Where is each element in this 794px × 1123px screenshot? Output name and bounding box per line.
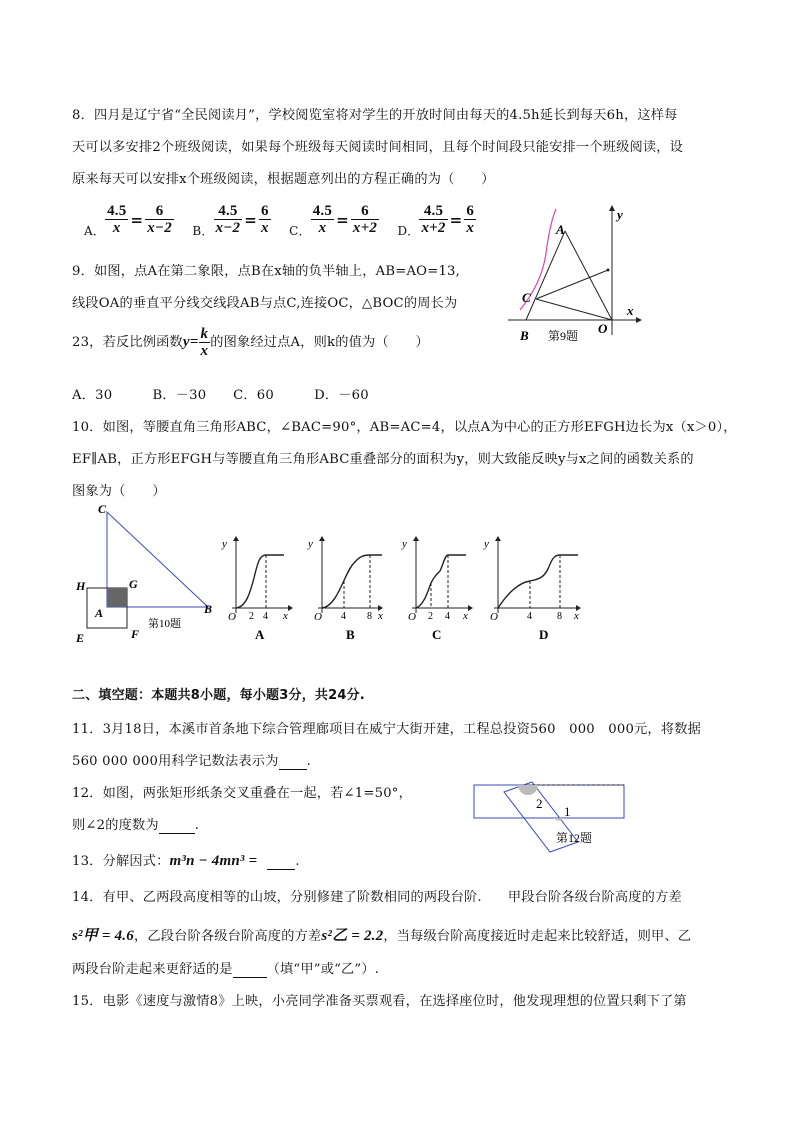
q10-graph-a-label: A (255, 627, 265, 642)
q8-option-b: B． $\frac{4.5}{x-2}$ = $\frac{6}{x}$ (192, 203, 269, 238)
q9-label-y: y (617, 207, 623, 222)
q9-label-b: B (520, 328, 529, 343)
q10-graph-c (401, 536, 473, 642)
svg-text:O: O (408, 611, 416, 623)
svg-text:4: 4 (263, 611, 268, 622)
q9-line-2: 线段OA的垂直平分线交线段AB与点C,连接OC，△BOC的周长为 (72, 296, 458, 311)
svg-text:8: 8 (557, 611, 562, 622)
svg-text:4: 4 (527, 611, 532, 622)
q12-line-2: 则∠2的度数为 . (72, 818, 200, 833)
q10-label-c: C (98, 502, 107, 516)
q9-perp-bisector (536, 270, 608, 299)
q10-graph-d (483, 536, 581, 642)
q10-graph-c-label: C (432, 627, 442, 642)
q9-figure (508, 203, 650, 345)
svg-text:2: 2 (249, 611, 254, 622)
svg-text:O: O (490, 611, 498, 623)
q8-option-d: D． $\frac{4.5}{x+2}$ = $\frac{6}{x}$ (397, 203, 475, 238)
q12-line-1: 12．如图，两张矩形纸条交叉重叠在一起，若∠1=50°， (72, 786, 412, 801)
q10-graph-a-curve (236, 555, 284, 608)
q10-figure (70, 500, 220, 650)
q12-label-1: 1 (564, 804, 571, 819)
q9-function: y= (182, 334, 199, 350)
q10-caption: 第10题 (148, 618, 181, 630)
q10-line-1: 10．如图，等腰直角三角形ABC，∠BAC=90°，AB=AC=4，以点A为中心的正方形EFGH边长为x（x＞0）， (72, 420, 737, 435)
svg-text:4: 4 (445, 611, 450, 622)
q12-horizontal-strip (474, 785, 624, 818)
q11-answer-blank[interactable] (279, 754, 307, 770)
svg-text:O: O (314, 611, 322, 623)
q10-graph-b-curve (322, 555, 382, 608)
q10-line-3: 图象为（ ） (72, 484, 166, 499)
q9-line-3: 23，若反比例函数y= $\frac{k}{x}$ 的图象经过点A，则k的值为（ ） (72, 326, 429, 359)
svg-text:x: x (463, 610, 468, 622)
q8-option-a: A． $\frac{4.5}{x}$ = $\frac{6}{x-2}$ (84, 203, 172, 238)
q10-label-e: E (76, 631, 85, 645)
q10-label-b: B (204, 602, 213, 616)
svg-text:O: O (228, 611, 236, 623)
q9-label-x: x (627, 303, 634, 318)
svg-text:2: 2 (428, 611, 433, 622)
q14-line-2: s²甲 = 4.6，乙段台阶各级台阶高度的方差s²乙 = 2.2，当每级台阶高度接近时走起来比较舒适，则甲、乙 (72, 928, 692, 944)
q10-label-h: H (76, 579, 86, 593)
q9-label-o: O (598, 321, 608, 336)
q9-options: A．30 B．－30 C．60 D．－60 (72, 388, 369, 403)
q13-line: 13．分解因式：m³n − 4mn³ = . (72, 853, 300, 869)
q10-graph-a (221, 536, 293, 642)
svg-text:8: 8 (367, 611, 372, 622)
q10-graph-d-label: D (539, 627, 549, 642)
q10-graph-d-curve (498, 555, 578, 608)
q8-line-1: 8．四月是辽宁省“全民阅读月”，学校阅览室将对学生的开放时间由每天的4.5h延长到每天6h，这样每 (72, 108, 678, 123)
q14-variance-yi: s²乙 = 2.2 (321, 928, 384, 944)
q9-segment-ab (526, 231, 565, 320)
svg-text:4: 4 (341, 611, 346, 622)
q9-segment-oc (536, 299, 612, 320)
q10-label-f: F (131, 627, 140, 641)
svg-text:y: y (484, 538, 489, 550)
q8-line-2: 天可以多安排2个班级阅读，如果每个班级每天阅读时间相同，且每个时间段只能安排一个班级阅读，设 (72, 140, 684, 155)
q9-line-1: 9．如图，点A在第二象限，点B在x轴的负半轴上，AB=AO=13, (72, 264, 461, 279)
q8-line-3: 原来每天可以安排x个班级阅读，根据题意列出的方程正确的为（ ） (72, 172, 495, 187)
q13-expression: m³n − 4mn³ = (169, 853, 258, 869)
svg-text:x: x (574, 610, 579, 622)
q10-graphs (220, 533, 590, 648)
q14-answer-blank[interactable] (233, 962, 267, 978)
q14-line-1: 14．有甲、乙两段高度相等的山坡，分别修建了阶数相同的两段台阶. 甲段台阶各级台阶高度的方差 (72, 890, 682, 905)
q9-label-c: C (522, 290, 531, 305)
q14-variance-jia: s²甲 = 4.6 (72, 928, 134, 944)
q10-graph-b (307, 536, 383, 642)
q12-answer-blank[interactable] (159, 818, 195, 834)
svg-text:y: y (222, 538, 227, 550)
q10-label-a: A (95, 606, 104, 620)
q8-options (84, 203, 476, 239)
section-2-title: 二、填空题：本题共8小题，每小题3分，共24分. (72, 688, 365, 703)
q11-line-2: 560 000 000用科学记数法表示为 . (72, 754, 311, 769)
q10-graph-b-label: B (346, 627, 355, 642)
q12-angle-2-arc (518, 785, 538, 795)
q12-angle-1-arc (554, 818, 564, 821)
svg-text:y: y (402, 538, 407, 550)
svg-text:x: x (378, 610, 383, 622)
svg-text:y: y (308, 538, 313, 550)
q11-line-1: 11．3月18日，本溪市首条地下综合管理廊项目在威宁大街开建，工程总投资560 000 000元，将数据 (72, 722, 701, 737)
q10-graph-c-curve (416, 555, 466, 608)
q15-line-1: 15．电影《速度与激情8》上映，小亮同学准备买票观看，在选择座位时，他发现理想的位置只剩下了第 (72, 994, 687, 1009)
q9-segment-ao (565, 231, 612, 320)
q12-label-2: 2 (536, 796, 543, 811)
q12-caption: 第12题 (556, 831, 593, 845)
svg-text:x: x (283, 610, 288, 622)
q10-label-g: G (129, 577, 138, 591)
q9-label-a: A (556, 222, 565, 237)
q14-line-3: 两段台阶走起来更舒适的是 （填“甲”或“乙”）. (72, 962, 380, 977)
q9-caption: 第9题 (548, 329, 579, 343)
q13-answer-blank[interactable] (267, 854, 295, 870)
q8-option-c: C． $\frac{4.5}{x}$ = $\frac{6}{x+2}$ (289, 203, 378, 238)
q10-line-2: EF∥AB，正方形EFGH与等腰直角三角形ABC重叠部分的面积为y，则大致能反映y与x之间的函数关系的 (72, 452, 694, 467)
q10-overlap (107, 588, 127, 607)
q12-figure (472, 770, 628, 858)
